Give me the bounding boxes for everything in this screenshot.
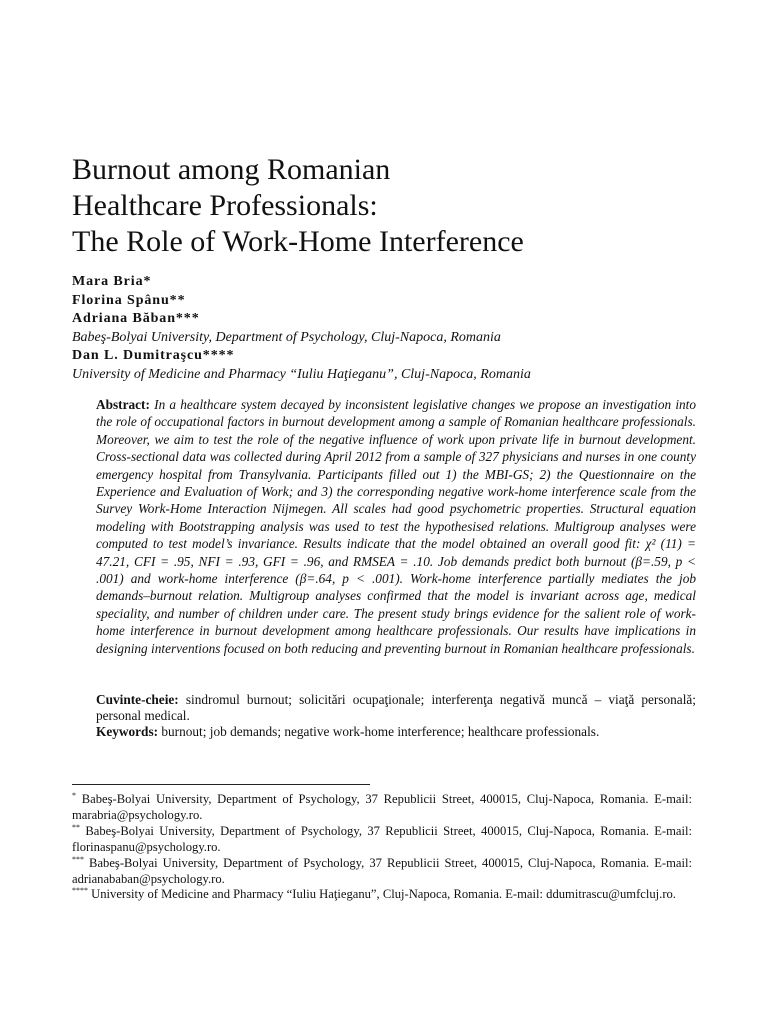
author-affiliation: University of Medicine and Pharmacy “Iuliu Haţieganu”, Cluj-Napoca, Romania	[72, 366, 531, 382]
footnote-mark: *	[72, 790, 76, 800]
abstract	[96, 396, 696, 657]
author-block	[72, 273, 712, 384]
title-line: Burnout among Romanian	[72, 153, 391, 186]
footnote-divider	[72, 784, 370, 785]
keywords-english-label: Keywords:	[96, 724, 159, 739]
footnotes	[72, 792, 692, 903]
keywords-english	[96, 724, 696, 740]
abstract-text: In a healthcare system decayed by inconsistent legislative changes we propose an investigation into the role of occupational factors in burnout development among a sample of Romanian healthcare professionals. Moreover, we aim to test the role of the negative influence of work upon private life in burnout development. Cross-sectional data was collected during April 2012 from a sample of 327 physicians and nurses in one county emergency hospital from Transylvania. Participants filled out 1) the MBI-GS; 2) the Questionnaire on the Experience and Evaluation of Work; and 3) the corresponding negative work-home interference scale from the Survey Work-Home Interaction Nijmegen. All scales had good psychometric properties. Structural equation modeling with Bootstrapping analysis was used to test the hypothesised relations. Multigroup analyses were computed to test model’s invariance. Results indicate that the model obtained an overall good fit: χ² (11) = 47.21, CFI = .95, NFI = .93, GFI = .96, and RMSEA = .10. Job demands predict both burnout (β=.59, p < .001) and work-home interference (β=.64, p < .001). Work-home interference partially mediates the job demands–burnout relation. Multigroup analyses confirmed that the model is invariant across age, medical speciality, and number of children under care. The present study brings evidence for the salient role of work-home interference in burnout development among healthcare professionals. Our results have implications in designing interventions focused on both reducing and preventing burnout in Romanian healthcare professionals.	[96, 397, 697, 656]
title-line: The Role of Work-Home Interference	[72, 225, 524, 258]
footnote-mark: ***	[72, 854, 84, 864]
footnote-text: Babeş-Bolyai University, Department of Psychology, 37 Republicii Street, 400015, Cluj-Napoca, Romania. E-mail: marabria@psychology.ro.	[72, 792, 692, 822]
author-name: Florina Spânu**	[72, 292, 186, 308]
footnote	[72, 824, 692, 856]
keywords-romanian	[96, 692, 696, 724]
author-name: Mara Bria*	[72, 274, 152, 289]
footnote-mark: ****	[72, 886, 88, 896]
footnote-text: Babeş-Bolyai University, Department of Psychology, 37 Republicii Street, 400015, Cluj-Napoca, Romania. E-mail: florinaspanu@psychology.ro.	[72, 823, 692, 854]
footnote	[72, 887, 692, 903]
footnote	[72, 792, 692, 824]
footnote-text: Babeş-Bolyai University, Department of Psychology, 37 Republicii Street, 400015, Cluj-Napoca, Romania. E-mail: adrianababan@psychology.ro.	[72, 855, 692, 886]
keywords-romanian-text: sindromul burnout; solicitări ocupaţionale; interferenţa negativă muncă – viaţă personală; personal medical.	[96, 692, 696, 723]
footnote	[72, 856, 692, 888]
keywords-romanian-label: Cuvinte-cheie:	[96, 692, 179, 707]
footnote-text: University of Medicine and Pharmacy “Iuliu Haţieganu”, Cluj-Napoca, Romania. E-mail: ddumitrascu@umfcluj.ro.	[91, 887, 676, 902]
author-name: Dan L. Dumitraşcu****	[72, 348, 235, 363]
author-name: Adriana Băban***	[72, 311, 200, 326]
title-line: Healthcare Professionals:	[72, 189, 378, 222]
footnote-mark: **	[72, 822, 80, 832]
abstract-label: Abstract:	[96, 397, 150, 412]
author-affiliation: Babeş-Bolyai University, Department of Psychology, Cluj-Napoca, Romania	[72, 329, 501, 345]
keywords-english-text: burnout; job demands; negative work-home interference; healthcare professionals.	[161, 724, 600, 739]
article-title	[72, 152, 712, 260]
